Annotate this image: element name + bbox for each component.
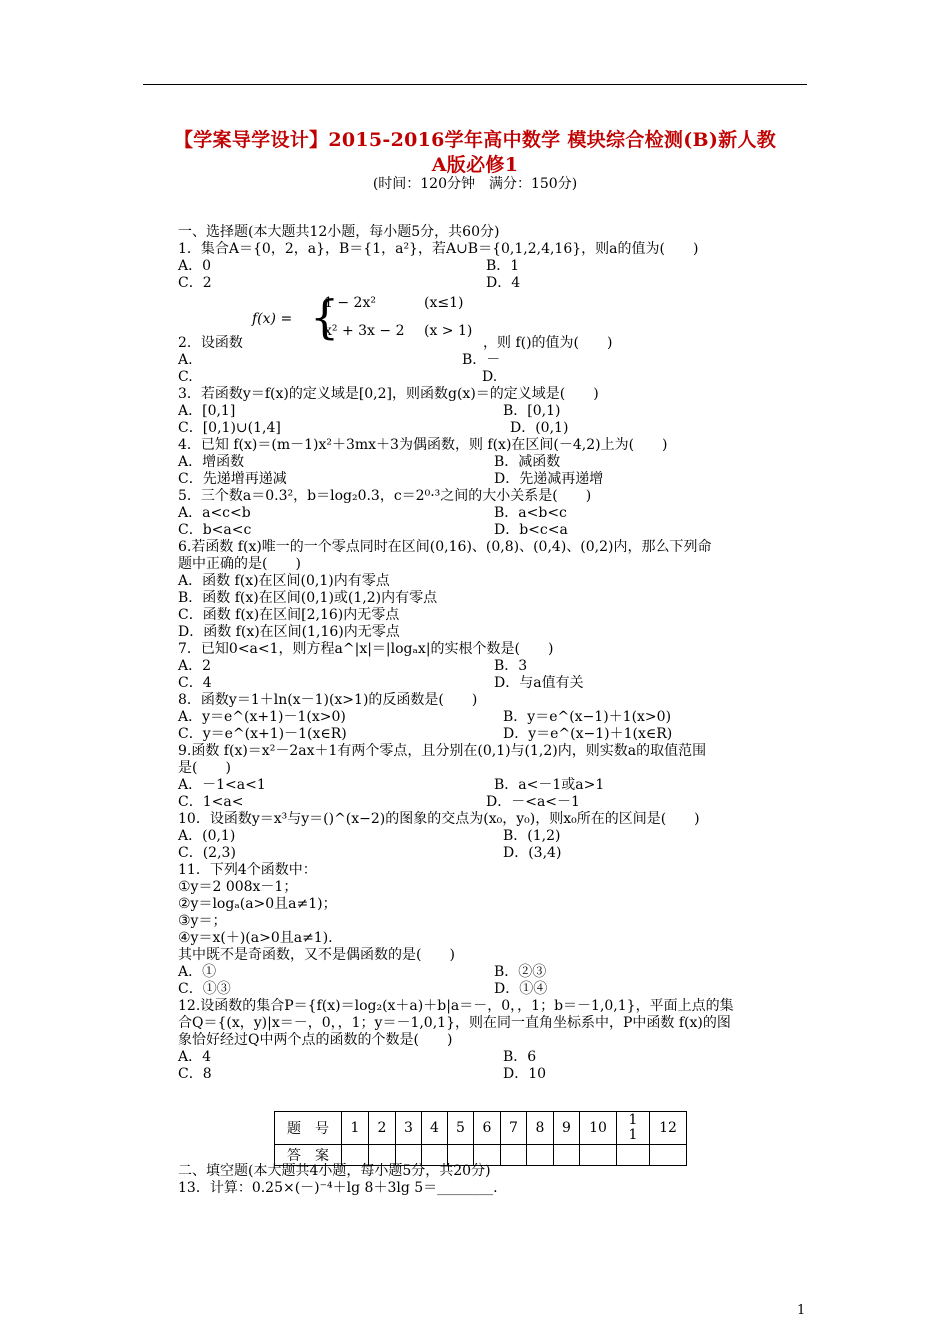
text-line: A．4	[178, 1049, 212, 1065]
text-line: C．1<a<	[178, 794, 244, 810]
text-line: 2．设函数	[178, 335, 243, 351]
text-line: A．2	[178, 658, 212, 674]
formula-case2: x² + 3x − 2	[324, 323, 405, 339]
answer-table-answer-cell[interactable]	[501, 1145, 527, 1166]
text-line: C．[0,1)∪(1,4]	[178, 420, 281, 436]
text-line: ，则 f()的值为( )	[483, 335, 613, 351]
answer-table-answer-cell[interactable]	[617, 1145, 650, 1166]
doc-subtitle: (时间：120分钟 满分：150分)	[372, 176, 578, 192]
text-line: A．(0,1)	[178, 828, 236, 844]
answer-table-answer-label: 答 案	[275, 1145, 342, 1166]
answer-table-question-number: 5	[448, 1112, 474, 1145]
answer-table-question-number: 10	[580, 1112, 617, 1145]
answer-table-answer-cell[interactable]	[650, 1145, 687, 1166]
text-line: ④y＝x(＋)(a>0且a≠1).	[178, 930, 333, 946]
text-line: D．①④	[494, 981, 548, 997]
text-line: B．a<b<c	[494, 505, 567, 521]
text-line: 5．三个数a＝0.3²，b＝log₂0.3，c＝2⁰·³之间的大小关系是( )	[178, 488, 592, 504]
text-line: C．b<a<c	[178, 522, 252, 538]
text-line: C．(2,3)	[178, 845, 236, 861]
text-line: B．函数 f(x)在区间(0,1)或(1,2)内有零点	[178, 590, 438, 606]
text-line: C．4	[178, 675, 212, 691]
text-line: D.	[482, 369, 498, 385]
answer-table-question-number: 3	[396, 1112, 422, 1145]
text-line: 一、选择题(本大题共12小题，每小题5分，共60分)	[178, 224, 500, 240]
text-line: ②y＝logₐ(a>0且a≠1)；	[178, 896, 337, 912]
text-line: 10．设函数y＝x³与y＝()^(x−2)的图象的交点为(x₀，y₀)，则x₀所在的区间是( )	[178, 811, 700, 827]
text-line: C．①③	[178, 981, 231, 997]
formula-label: f(x) =	[252, 311, 293, 327]
answer-table-answer-cell[interactable]	[527, 1145, 554, 1166]
text-line: D．与a值有关	[494, 675, 584, 691]
answer-table-question-number: 9	[554, 1112, 580, 1145]
answer-table-question-number: 4	[422, 1112, 448, 1145]
text-line: 13．计算：0.25×(－)⁻⁴＋lg 8＋3lg 5＝________.	[178, 1180, 498, 1196]
text-line: A．－1<a<1	[178, 777, 266, 793]
formula-cond1: (x≤1)	[424, 295, 464, 311]
text-line: C．y＝e^(x+1)－1(x∈R)	[178, 726, 347, 742]
text-line: A.	[178, 352, 193, 368]
text-line: B．②③	[494, 964, 547, 980]
doc-title-line1: 【学案导学设计】2015-2016学年高中数学 模块综合检测(B)新人教	[173, 129, 777, 151]
text-line: 1．集合A＝{0，2，a}，B＝{1，a²}，若A∪B＝{0,1,2,4,16}，则a的值为( )	[178, 241, 699, 257]
text-line: A．a<c<b	[178, 505, 251, 521]
text-line: D．函数 f(x)在区间(1,16)内无零点	[178, 624, 400, 640]
text-line: D．－<a<－1	[486, 794, 580, 810]
text-line: C．8	[178, 1066, 212, 1082]
text-line: D．(3,4)	[503, 845, 562, 861]
text-line: A．[0,1]	[178, 403, 236, 419]
answer-table-question-number: 1 1	[617, 1112, 650, 1145]
answer-table-answer-cell[interactable]	[448, 1145, 474, 1166]
formula-cond2: (x > 1)	[424, 323, 473, 339]
text-line: A．增函数	[178, 454, 245, 470]
answer-table-question-number: 6	[474, 1112, 501, 1145]
text-line: 12.设函数的集合P＝{f(x)＝log₂(x＋a)＋b|a＝－，0，，1；b＝－1,0,1}，平面上点的集	[178, 998, 734, 1014]
answer-table	[274, 1111, 687, 1166]
answer-table-answer-cell[interactable]	[342, 1145, 369, 1166]
text-line: D．b<c<a	[494, 522, 568, 538]
text-line: C．函数 f(x)在区间[2,16)内无零点	[178, 607, 400, 623]
text-line: 7．已知0<a<1，则方程a^|x|＝|logₐx|的实根个数是( )	[178, 641, 554, 657]
text-line: 3．若函数y＝f(x)的定义域是[0,2]，则函数g(x)＝的定义域是( )	[178, 386, 599, 402]
answer-table-answer-cell[interactable]	[554, 1145, 580, 1166]
text-line: B．3	[494, 658, 528, 674]
header-rule	[143, 84, 807, 85]
text-line: 二、填空题(本大题共4小题，每小题5分，共20分)	[178, 1163, 491, 1179]
answer-table-answer-cell[interactable]	[474, 1145, 501, 1166]
text-line: B．[0,1)	[503, 403, 561, 419]
answer-table-question-number: 12	[650, 1112, 687, 1145]
answer-table-answer-cell[interactable]	[369, 1145, 396, 1166]
formula-case1: 1 − 2x²	[324, 295, 376, 311]
answer-table-header-label: 题 号	[275, 1112, 342, 1145]
text-line: A．函数 f(x)在区间(0,1)内有零点	[178, 573, 390, 589]
answer-table-question-number: 1	[342, 1112, 369, 1145]
text-line: B．6	[503, 1049, 537, 1065]
answer-table-question-number: 2	[369, 1112, 396, 1145]
text-line: D．y＝e^(x−1)＋1(x∈R)	[503, 726, 673, 742]
text-line: ③y＝；	[178, 913, 227, 929]
text-line: B．1	[486, 258, 520, 274]
text-line: C．先递增再递减	[178, 471, 287, 487]
text-line: 11．下列4个函数中：	[178, 862, 317, 878]
text-line: A．①	[178, 964, 217, 980]
text-line: 其中既不是奇函数，又不是偶函数的是( )	[178, 947, 455, 963]
text-line: A．0	[178, 258, 212, 274]
text-line: D．10	[503, 1066, 547, 1082]
text-line: 4．已知 f(x)＝(m－1)x²＋3mx＋3为偶函数，则 f(x)在区间(－4,2)上为( )	[178, 437, 668, 453]
text-line: 象恰好经过Q中两个点的函数的个数是( )	[178, 1032, 453, 1048]
text-line: 题中正确的是( )	[178, 556, 301, 572]
text-line: B．(1,2)	[503, 828, 561, 844]
text-line: B．－	[462, 352, 501, 368]
text-line: 合Q＝{(x，y)|x＝－，0，，1；y＝－1,0,1}，则在同一直角坐标系中，P中函数 f(x)的图	[178, 1015, 731, 1031]
text-line: A．y＝e^(x+1)－1(x>0)	[178, 709, 346, 725]
text-line: ①y＝2 008x－1；	[178, 879, 298, 895]
doc-title-line2: A版必修1	[431, 154, 519, 176]
text-line: D．(0,1)	[510, 420, 569, 436]
text-line: B．a<－1或a>1	[494, 777, 605, 793]
answer-table-question-number: 8	[527, 1112, 554, 1145]
text-line: 8．函数y＝1＋ln(x－1)(x>1)的反函数是( )	[178, 692, 478, 708]
answer-table-answer-cell[interactable]	[580, 1145, 617, 1166]
text-line: 9.函数 f(x)＝x²－2ax＋1有两个零点，且分别在(0,1)与(1,2)内，则实数a的取值范围	[178, 743, 707, 759]
answer-table-question-number: 7	[501, 1112, 527, 1145]
text-line: 是( )	[178, 760, 231, 776]
piecewise-formula	[252, 290, 482, 345]
answer-table-answer-cell[interactable]	[396, 1145, 422, 1166]
answer-table-answer-cell[interactable]	[422, 1145, 448, 1166]
text-line: C.	[178, 369, 193, 385]
text-line: B．减函数	[494, 454, 561, 470]
text-line: B．y＝e^(x−1)＋1(x>0)	[503, 709, 672, 725]
text-line: 6.若函数 f(x)唯一的一个零点同时在区间(0,16)、(0,8)、(0,4)、(0,2)内，那么下列命	[178, 539, 712, 555]
text-line: C．2	[178, 275, 212, 291]
formula-brace: {	[310, 290, 340, 344]
text-line: D．先递减再递增	[494, 471, 604, 487]
text-line: D．4	[486, 275, 521, 291]
page-number: 1	[797, 1303, 806, 1318]
